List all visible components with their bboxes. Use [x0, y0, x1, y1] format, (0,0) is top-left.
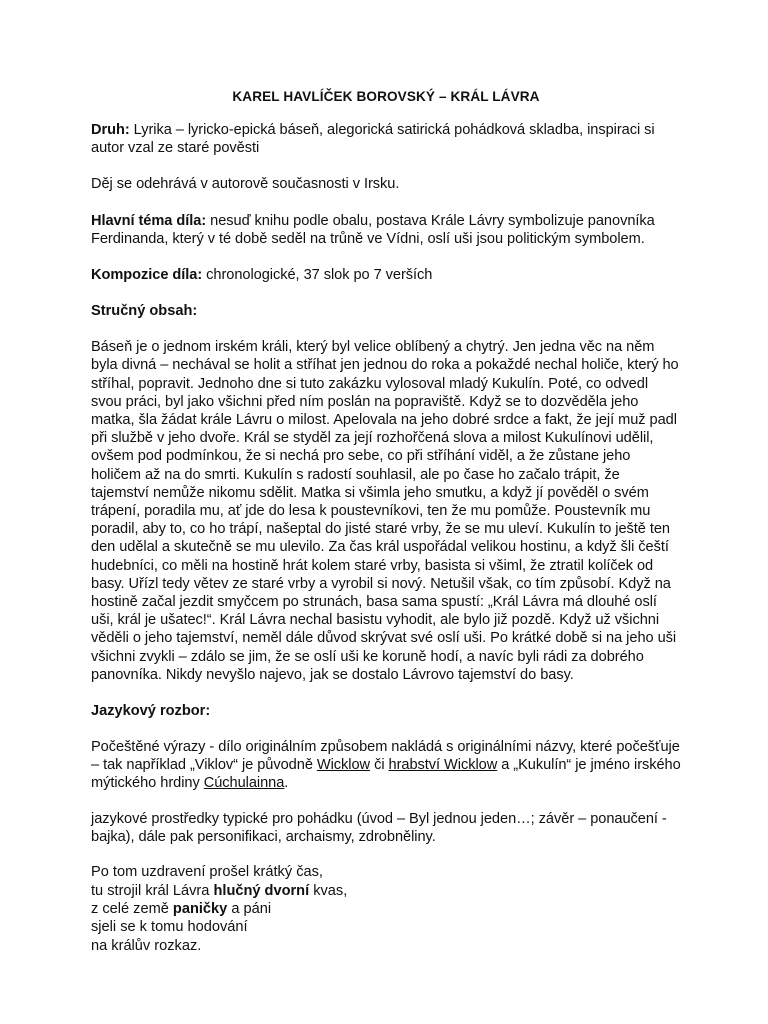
druh-label: Druh: [91, 122, 130, 138]
rozbor-text-4: . [284, 775, 289, 792]
druh-text: Lyrika – lyricko-epická báseň, alegorická satirická pohádková skladba, inspiraci si autor vzal ze staré pověsti [91, 122, 655, 157]
cuchulainn-link[interactable]: Cúchulainna [203, 775, 285, 792]
poem-line-4: sjeli se k tomu hodování [91, 919, 248, 936]
poem-line-2 [91, 882, 681, 900]
rozbor-paragraph-1 [91, 738, 681, 793]
poem-line-3 [91, 900, 681, 918]
document-page [91, 88, 681, 955]
poem-line-2-bold: hlučný dvorní [213, 882, 310, 899]
poem-excerpt [91, 863, 681, 955]
rozbor-text-2: či [370, 757, 389, 774]
poem-line-3-bold: paničky [172, 900, 228, 917]
poem-line-3-a: z celé země [91, 900, 173, 917]
wicklow-link[interactable]: Wicklow [316, 757, 371, 774]
poem-line-5: na králův rozkaz. [91, 937, 202, 954]
hrabstvi-wicklow-link[interactable]: hrabství Wicklow [388, 757, 498, 774]
kompozice-paragraph [91, 266, 681, 284]
setting-paragraph: Děj se odehrává v autorově současnosti v Irsku. [91, 176, 400, 193]
tema-text: nesuď knihu podle obalu, postava Krále Lávry symbolizuje panovníka Ferdinanda, který v té době seděl na trůně ve Vídni, oslí uši jsou politickým symbolem. [91, 212, 655, 247]
tema-label: Hlavní téma díla: [91, 212, 207, 229]
poem-line-2-a: tu strojil král Lávra [91, 882, 214, 899]
document-title: KAREL HAVLÍČEK BOROVSKÝ – KRÁL LÁVRA [232, 89, 540, 104]
tema-paragraph [91, 212, 681, 248]
poem-line-3-c: a páni [227, 900, 272, 917]
kompozice-label: Kompozice díla: [91, 267, 203, 284]
poem-line-2-c: kvas, [309, 882, 348, 899]
rozbor-text-1: Počeštěné výrazy - dílo originálním způsobem nakládá s originálními názvy, které počešťuje – tak například „Viklov“ je původně [91, 739, 680, 774]
rozbor-paragraph-2: jazykové prostředky typické pro pohádku (úvod – Byl jednou jeden…; závěr – ponaučení - bajka), dále pak personifikaci, archaismy, zdrobněliny. [91, 810, 667, 845]
rozbor-heading: Jazykový rozbor: [91, 703, 211, 720]
druh-paragraph [91, 121, 681, 157]
kompozice-text: chronologické, 37 slok po 7 verších [202, 267, 433, 284]
obsah-heading: Stručný obsah: [91, 303, 198, 320]
obsah-paragraph: Báseň je o jednom irském králi, který byl velice oblíbený a chytrý. Jen jedna věc na něm byla divná – nechával se holit a stříhat jen jednou do roka a pokaždé nechal holiče, který ho stříhal, popravit. Jednoho dne si tuto zakázku vylosoval mladý Kukulín. Poté, co odvedl svou práci, byl jako všichni před ním poslán na popraviště. Když se to dozvěděla jeho matka, šla žádat krále Lávru o milost. Apelovala na jeho dobré srdce a fakt, že její muž padl při službě v jeho dvoře. Král se styděl za její rozhořčená slova a milost Kukulínovi udělil, ovšem pod podmínkou, že si nechá pro sebe, co při stříhání viděl, a že zůstane jeho holičem až na do smrti. Kukulín s radostí souhlasil, ale po čase ho začalo trápit, že tajemství nemůže nikomu sdělit. Matka si všimla jeho smutku, a když jí pověděl o svém trápení, poradila mu, ať jde do lesa k poustevníkovi, ten že mu pomůže. Poustevník mu poradil, aby to, co ho trápí, našeptal do jisté staré vrby, že se mu uleví. Kukulín to ještě ten den udělal a skutečně se mu ulevilo. Za čas král uspořádal velikou hostinu, a když šli čeští hudebníci, co měli na hostině hrát kolem staré vrby, basista si všiml, že ztratil kolíček od basy. Uřízl tedy větev ze staré vrby a vyrobil si nový. Netušil však, co tím způsobí. Když na hostině začal jezdit smyčcem po strunách, basa sama spustí: „Král Lávra má dlouhé oslí uši, král je ušatec!“. Král Lávra nechal basistu vyhodit, ale bylo již pozdě. Když už všichni věděli o jeho tajemství, neměl dále důvod skrývat své oslí uši. Po krátké době si na jeho uši všichni zvykli – zdálo se jim, že se oslí uši ke koruně hodí, a navíc byli rádi za dobrého panovníka. Nikdy nevyšlo najevo, jak se dostalo Lávrovo tajemství do basy. [91, 339, 679, 683]
rozbor-text-3: a „Kukulín“ je jméno irského mýtického hrdiny [91, 757, 681, 792]
poem-line-1: Po tom uzdravení prošel krátký čas, [91, 864, 323, 881]
